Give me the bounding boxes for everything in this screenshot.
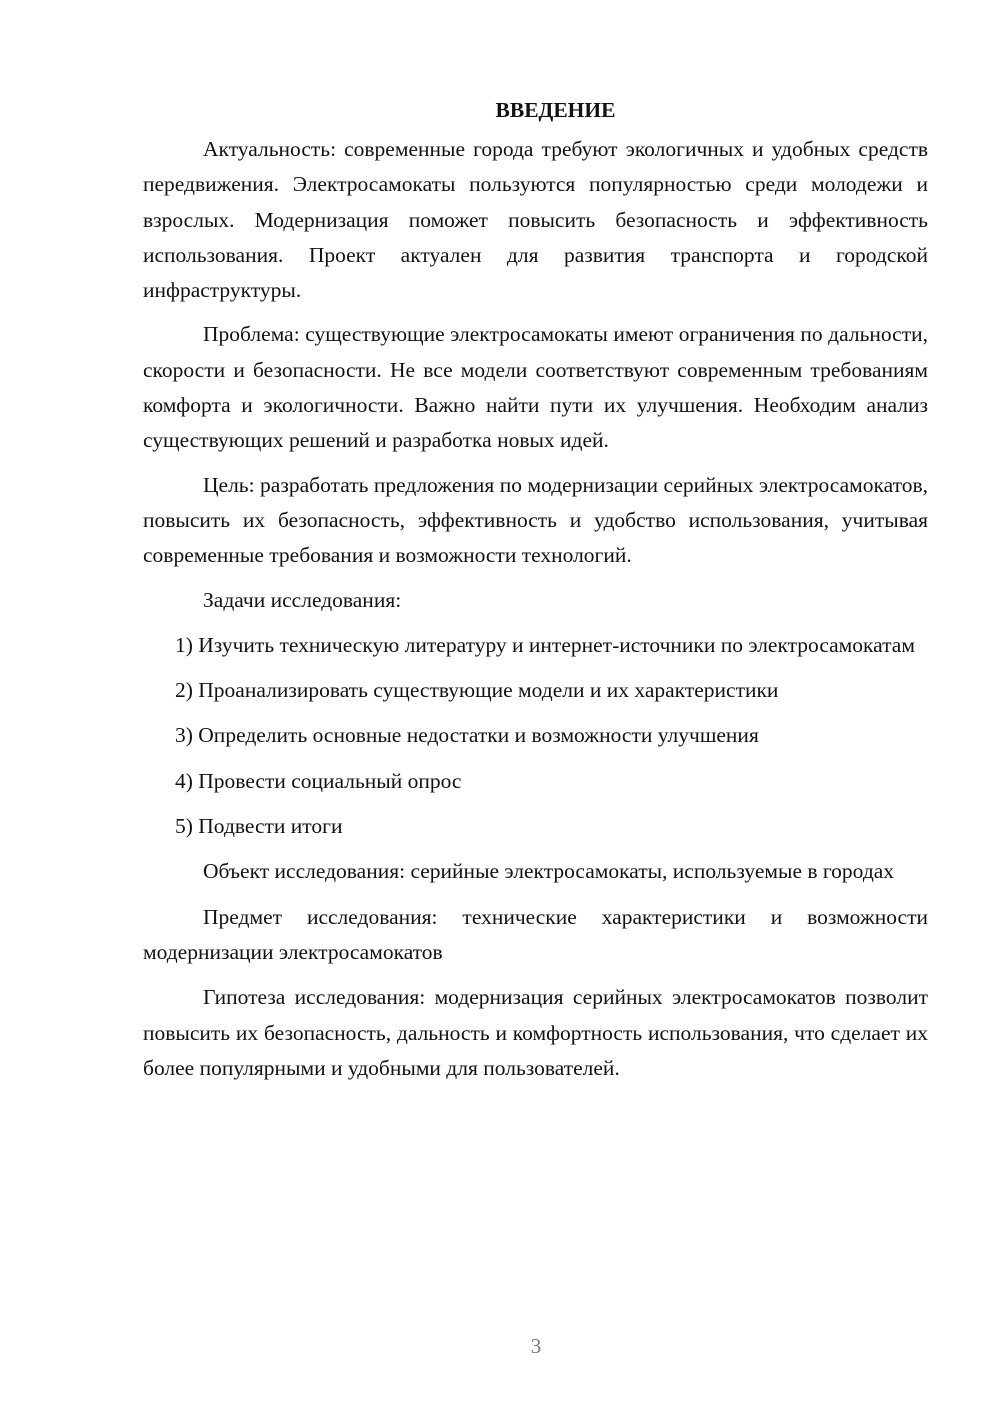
paragraph-goal: Цель: разработать предложения по модернизации серийных электросамокатов, повысить их безопасность, эффективность и удобство использования, учитывая современные требования и возможности технологий. [143,472,928,568]
paragraph-tasks-heading: Задачи исследования: [203,587,402,612]
task-item-3: 3) Определить основные недостатки и возможности улучшения [175,723,759,748]
task-item-1: 1) Изучить техническую литературу и интернет-источники по электросамокатам [175,632,915,657]
paragraph-problem: Проблема: существующие электросамокаты имеют ограничения по дальности, скорости и безопасности. Не все модели соответствуют современным требованиям комфорта и экологичности. Важно найти пути их улучшения. Необходим анализ существующих решений и разработка новых идей. [143,322,928,453]
task-item-2: 2) Проанализировать существующие модели и их характеристики [175,678,779,703]
document-page [143,92,928,1086]
page-number: 3 [530,1334,542,1358]
task-item-4: 4) Провести социальный опрос [175,768,462,793]
paragraph-subject: Предмет исследования: технические характеристики и возможности модернизации электросамокатов [143,904,928,964]
page-title: ВВЕДЕНИЕ [495,98,616,122]
paragraph-relevance: Актуальность: современные города требуют экологичных и удобных средств передвижения. Электросамокаты пользуются популярностью среди молодежи и взрослых. Модернизация поможет повысить безопасность и эффективность использования. Проект актуален для развития транспорта и городской инфраструктуры. [143,137,928,303]
paragraph-object: Объект исследования: серийные электросамокаты, используемые в городах [203,859,895,884]
task-item-5: 5) Подвести итоги [175,814,343,839]
paragraph-hypothesis: Гипотеза исследования: модернизация серийных электросамокатов позволит повысить их безопасность, дальность и комфортность использования, что сделает их более популярными и удобными для пользователей. [143,985,928,1080]
